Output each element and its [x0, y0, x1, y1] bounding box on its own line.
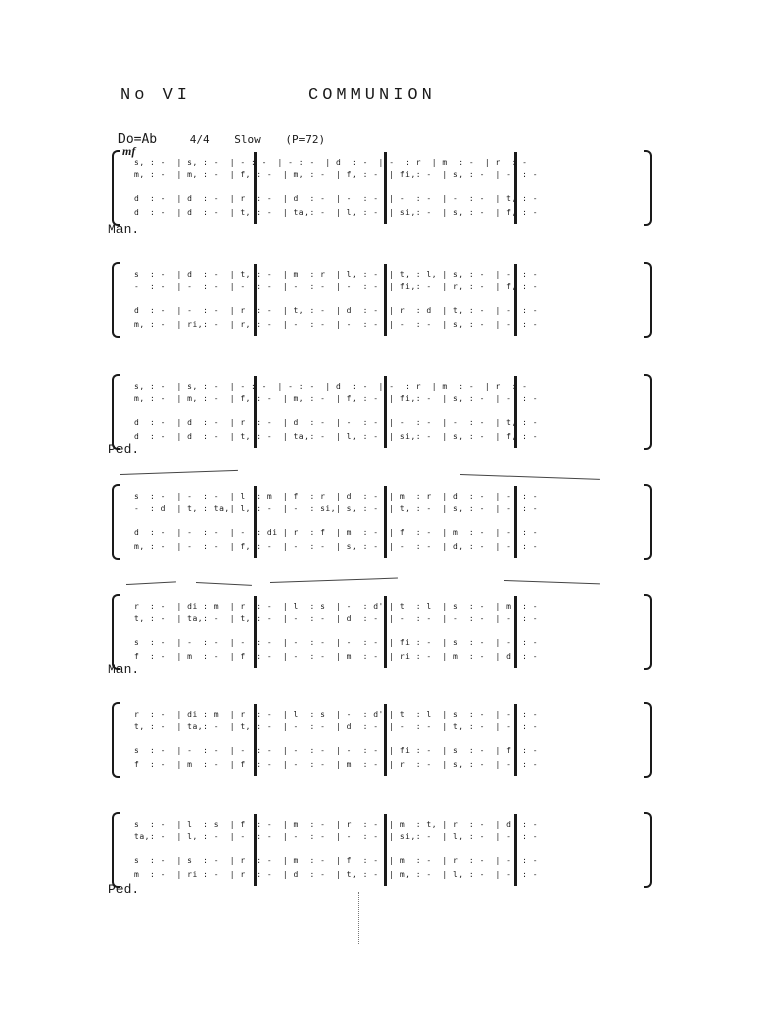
voice-row: r : - | di : m | r : - | l : s | - : d' | t : l | s : - | m : -: [134, 602, 539, 611]
system-bracket-right: [644, 594, 652, 670]
diminuendo-hairpin: [504, 580, 600, 584]
voice-row: f : - | m : - | f : - | - : - | m : - | ri : - | m : - | d : -: [134, 652, 539, 661]
voice-row: m, : - | - : - | f, : - | - : - | s, : - | - : - | d, : - | - : -: [134, 542, 539, 551]
crescendo-hairpin: [270, 578, 398, 583]
system-bracket-left: [112, 484, 120, 560]
voice-row: t, : - | ta,: - | t, : - | - : - | d : - | - : - | - : - | - : -: [134, 614, 539, 623]
crescendo-hairpin: [120, 470, 238, 475]
voice-row: f : - | m : - | f : - | - : - | m : - | r : - | s, : - | - : -: [134, 760, 539, 769]
voice-row: s : - | - : - | l : m | f : r | d : - | m : r | d : - | - : -: [134, 492, 539, 501]
voice-row: s, : - | s, : - | - : - | - : - | d : - | - : r | m : - | r : -: [134, 382, 528, 391]
system-bracket-right: [644, 812, 652, 888]
score-system: [112, 812, 652, 888]
pedal-label: Ped.: [108, 442, 140, 457]
system-bracket-right: [644, 262, 652, 338]
voice-row: s, : - | s, : - | - : - | - : - | d : - | - : r | m : - | r : -: [134, 158, 528, 167]
key-signature: Do=Ab: [118, 132, 158, 147]
tempo-marking: Slow: [234, 133, 261, 146]
voice-row: d : - | d : - | r : - | d : - | - : - | - : - | - : - | t, : -: [134, 194, 539, 203]
dynamic-marking: mf: [122, 144, 136, 158]
voice-row: m, : - | m, : - | f, : - | m, : - | f, : - | fi,: - | s, : - | - : -: [134, 170, 539, 179]
crescendo-hairpin: [126, 581, 176, 585]
voice-row: d : - | d : - | t, : - | ta,: - | l, : - | si,: - | s, : - | f, : -: [134, 208, 539, 217]
system-bracket-left: [112, 150, 120, 226]
margin-dots: [358, 892, 359, 944]
system-bracket-right: [644, 484, 652, 560]
voice-row: t, : - | ta,: - | t, : - | - : - | d : - | - : - | t, : - | - : -: [134, 722, 539, 731]
system-bracket-right: [644, 374, 652, 450]
voice-row: s : - | l : s | f : - | m : - | r : - | m : t, | r : - | d : -: [134, 820, 539, 829]
voice-row: s : - | s : - | r : - | m : - | f : - | m : - | r : - | - : -: [134, 856, 539, 865]
manual-label: Man.: [108, 662, 140, 677]
time-signature: 4/4: [189, 133, 210, 146]
diminuendo-hairpin: [460, 474, 600, 480]
score-system: [112, 374, 652, 450]
voice-row: r : - | di : m | r : - | l : s | - : d' | t : l | s : - | - : -: [134, 710, 539, 719]
voice-row: d : - | d : - | t, : - | ta,: - | l, : - | si,: - | s, : - | f, : -: [134, 432, 539, 441]
piece-name: COMMUNION: [308, 86, 436, 105]
voice-row: s : - | d : - | t, : - | m : r | l, : - | t, : l, | s, : - | - : -: [134, 270, 539, 279]
score-system: [112, 484, 652, 560]
metronome-marking: (P=72): [285, 133, 326, 146]
tempo-header: [118, 132, 343, 152]
score-system: [112, 594, 652, 670]
voice-row: m : - | ri : - | r : - | d : - | t, : - | m, : - | l, : - | - : -: [134, 870, 539, 879]
voice-row: d : - | - : - | - : di | r : f | m : - | f : - | m : - | - : -: [134, 528, 539, 537]
voice-row: d : - | - : - | r : - | t, : - | d : - | r : d | t, : - | - : -: [134, 306, 539, 315]
system-bracket-left: [112, 374, 120, 450]
score-system: [112, 150, 652, 226]
manual-label: Man.: [108, 222, 140, 237]
voice-row: s : - | - : - | - : - | - : - | - : - | fi : - | s : - | f : -: [134, 746, 539, 755]
system-bracket-left: [112, 812, 120, 888]
piece-number: No VI: [120, 86, 192, 105]
voice-row: - : - | - : - | - : - | - : - | - : - | fi,: - | r, : - | f, : -: [134, 282, 539, 291]
score-system: [112, 702, 652, 778]
system-bracket-left: [112, 262, 120, 338]
system-bracket-right: [644, 702, 652, 778]
voice-row: m, : - | m, : - | f, : - | m, : - | f, : - | fi,: - | s, : - | - : -: [134, 394, 539, 403]
voice-row: d : - | d : - | r : - | d : - | - : - | - : - | - : - | t, : -: [134, 418, 539, 427]
pedal-label: Ped.: [108, 882, 140, 897]
system-bracket-left: [112, 702, 120, 778]
system-bracket-left: [112, 594, 120, 670]
score-system: [112, 262, 652, 338]
voice-row: - : d | t, : ta,| l, : - | - : si,| s, : - | t, : - | s, : - | - : -: [134, 504, 539, 513]
diminuendo-hairpin: [196, 582, 252, 586]
voice-row: s : - | - : - | - : - | - : - | - : - | fi : - | s : - | - : -: [134, 638, 539, 647]
voice-row: ta,: - | l, : - | - : - | - : - | - : - | si,: - | l, : - | - : -: [134, 832, 539, 841]
system-bracket-right: [644, 150, 652, 226]
voice-row: m, : - | ri,: - | r, : - | - : - | - : - | - : - | s, : - | - : -: [134, 320, 539, 329]
